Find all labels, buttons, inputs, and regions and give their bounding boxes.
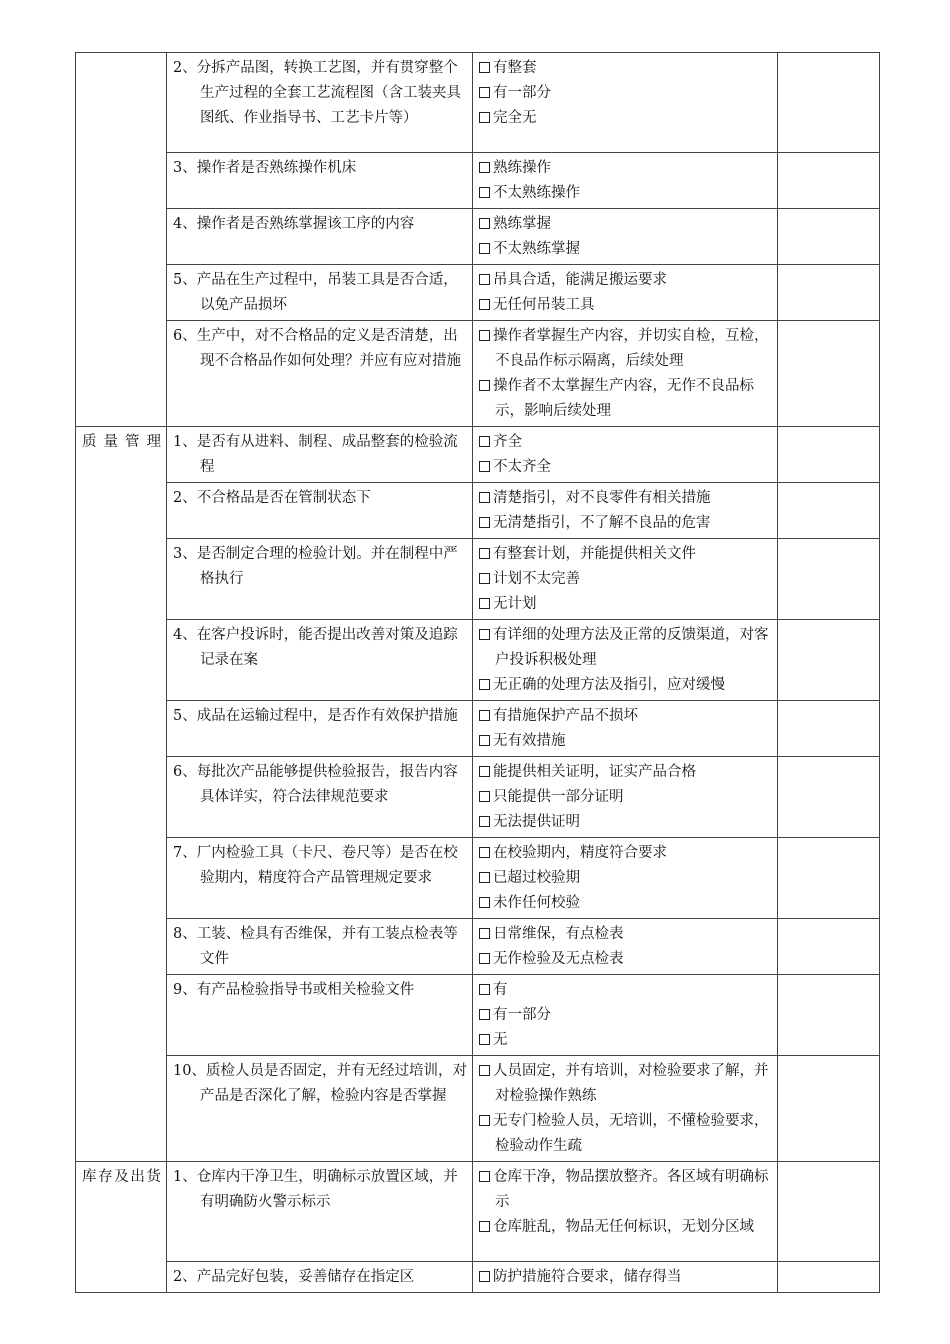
checkbox-option[interactable] bbox=[479, 810, 772, 835]
checkbox-option[interactable] bbox=[479, 592, 772, 617]
checkbox-option[interactable] bbox=[479, 1059, 772, 1109]
table-row bbox=[76, 153, 880, 209]
options-cell bbox=[473, 539, 778, 620]
checkbox-icon[interactable] bbox=[479, 847, 490, 858]
option-label: 无法提供证明 bbox=[493, 814, 580, 830]
checkbox-icon[interactable] bbox=[479, 218, 490, 229]
checkbox-option[interactable] bbox=[479, 324, 772, 374]
audit-item-cell bbox=[167, 539, 473, 620]
checkbox-icon[interactable] bbox=[479, 274, 490, 285]
option-label: 有整套 bbox=[493, 60, 537, 76]
checkbox-option[interactable] bbox=[479, 212, 772, 237]
remarks-cell[interactable] bbox=[778, 620, 880, 701]
checkbox-option[interactable] bbox=[479, 704, 772, 729]
option-label: 计划不太完善 bbox=[493, 571, 580, 587]
table-row bbox=[76, 483, 880, 539]
remarks-cell[interactable] bbox=[778, 701, 880, 757]
checkbox-option[interactable] bbox=[479, 106, 772, 131]
checkbox-icon[interactable] bbox=[479, 629, 490, 640]
options-cell bbox=[473, 1262, 778, 1293]
option-label: 无清楚指引，不了解不良品的危害 bbox=[493, 515, 711, 531]
remarks-cell[interactable] bbox=[778, 1056, 880, 1162]
options-cell bbox=[473, 153, 778, 209]
option-label: 清楚指引，对不良零件有相关措施 bbox=[493, 490, 711, 506]
checkbox-option[interactable] bbox=[479, 81, 772, 106]
checkbox-icon[interactable] bbox=[479, 1065, 490, 1076]
remarks-cell[interactable] bbox=[778, 1262, 880, 1293]
option-label: 不太熟练操作 bbox=[493, 185, 580, 201]
table-row bbox=[76, 1262, 880, 1293]
options-cell bbox=[473, 975, 778, 1056]
table-row bbox=[76, 919, 880, 975]
audit-item-cell bbox=[167, 265, 473, 321]
checkbox-option[interactable] bbox=[479, 455, 772, 480]
option-label: 已超过校验期 bbox=[493, 870, 580, 886]
checkbox-option[interactable] bbox=[479, 567, 772, 592]
checkbox-icon[interactable] bbox=[479, 679, 490, 690]
audit-item-cell bbox=[167, 209, 473, 265]
option-label: 不太齐全 bbox=[493, 459, 551, 475]
table-row bbox=[76, 620, 880, 701]
table-row bbox=[76, 701, 880, 757]
checkbox-icon[interactable] bbox=[479, 872, 490, 883]
option-label: 日常维保，有点检表 bbox=[493, 926, 624, 942]
audit-item-cell bbox=[167, 1056, 473, 1162]
audit-item-cell bbox=[167, 620, 473, 701]
checkbox-icon[interactable] bbox=[479, 112, 490, 123]
checkbox-icon[interactable] bbox=[479, 162, 490, 173]
checkbox-option[interactable] bbox=[479, 623, 772, 673]
checkbox-option[interactable] bbox=[479, 542, 772, 567]
options-cell bbox=[473, 919, 778, 975]
audit-item-cell bbox=[167, 427, 473, 483]
option-label: 不太熟练掌握 bbox=[493, 241, 580, 257]
audit-item-text: 4、在客户投诉时，能否提出改善对策及追踪记录在案 bbox=[173, 627, 458, 668]
checkbox-icon[interactable] bbox=[479, 380, 490, 391]
audit-item-text: 6、生产中，对不合格品的定义是否清楚，出现不合格品作如何处理？并应有应对措施 bbox=[173, 328, 461, 369]
checkbox-icon[interactable] bbox=[479, 1221, 490, 1232]
category-cell bbox=[76, 53, 167, 427]
options-cell bbox=[473, 838, 778, 919]
options-cell bbox=[473, 265, 778, 321]
checkbox-icon[interactable] bbox=[479, 573, 490, 584]
option-label: 有 bbox=[493, 982, 508, 998]
checkbox-option[interactable] bbox=[479, 978, 772, 1003]
checkbox-icon[interactable] bbox=[479, 87, 490, 98]
audit-item-text: 5、产品在生产过程中，吊装工具是否合适，以免产品损坏 bbox=[173, 272, 458, 313]
remarks-cell[interactable] bbox=[778, 919, 880, 975]
audit-item-text: 10、质检人员是否固定，并有无经过培训，对产品是否深化了解，检验内容是否掌握 bbox=[173, 1063, 467, 1104]
checkbox-option[interactable] bbox=[479, 181, 772, 206]
checkbox-icon[interactable] bbox=[479, 735, 490, 746]
checkbox-option[interactable] bbox=[479, 268, 772, 293]
checkbox-option[interactable] bbox=[479, 947, 772, 972]
checkbox-icon[interactable] bbox=[479, 953, 490, 964]
checkbox-option[interactable] bbox=[479, 56, 772, 81]
option-label: 无 bbox=[493, 1032, 508, 1048]
option-label: 仓库干净，物品摆放整齐。各区域有明确标示 bbox=[493, 1169, 769, 1210]
audit-item-cell bbox=[167, 53, 473, 153]
checkbox-option[interactable] bbox=[479, 1109, 772, 1159]
checkbox-option[interactable] bbox=[479, 1028, 772, 1053]
checkbox-icon[interactable] bbox=[479, 984, 490, 995]
audit-item-cell bbox=[167, 483, 473, 539]
option-label: 有一部分 bbox=[493, 1007, 551, 1023]
checkbox-icon[interactable] bbox=[479, 330, 490, 341]
checkbox-icon[interactable] bbox=[479, 791, 490, 802]
audit-item-cell bbox=[167, 321, 473, 427]
checkbox-icon[interactable] bbox=[479, 299, 490, 310]
table-row bbox=[76, 539, 880, 620]
checkbox-icon[interactable] bbox=[479, 436, 490, 447]
table-row bbox=[76, 209, 880, 265]
checkbox-option[interactable] bbox=[479, 156, 772, 181]
audit-item-cell bbox=[167, 701, 473, 757]
audit-item-cell bbox=[167, 1262, 473, 1293]
option-label: 人员固定，并有培训，对检验要求了解，并对检验操作熟练 bbox=[493, 1063, 769, 1104]
checkbox-icon[interactable] bbox=[479, 461, 490, 472]
remarks-cell[interactable] bbox=[778, 838, 880, 919]
remarks-cell[interactable] bbox=[778, 427, 880, 483]
option-label: 防护措施符合要求，储存得当 bbox=[493, 1269, 682, 1285]
audit-item-text: 2、产品完好包装，妥善储存在指定区 bbox=[173, 1269, 415, 1285]
checkbox-icon[interactable] bbox=[479, 1115, 490, 1126]
audit-item-text: 3、操作者是否熟练操作机床 bbox=[173, 160, 357, 176]
audit-item-text: 1、是否有从进料、制程、成品整套的检验流程 bbox=[173, 434, 458, 475]
audit-item-text: 4、操作者是否熟练掌握该工序的内容 bbox=[173, 216, 415, 232]
options-cell bbox=[473, 427, 778, 483]
category-cell: 质量管理 bbox=[76, 427, 167, 1162]
table-row bbox=[76, 321, 880, 427]
checkbox-option[interactable] bbox=[479, 293, 772, 318]
checkbox-icon[interactable] bbox=[479, 62, 490, 73]
audit-item-cell bbox=[167, 975, 473, 1056]
table-row bbox=[76, 53, 880, 153]
checkbox-icon[interactable] bbox=[479, 598, 490, 609]
audit-item-cell bbox=[167, 919, 473, 975]
option-label: 无有效措施 bbox=[493, 733, 566, 749]
checkbox-option[interactable] bbox=[479, 1003, 772, 1028]
remarks-cell[interactable] bbox=[778, 153, 880, 209]
audit-item-text: 2、不合格品是否在管制状态下 bbox=[173, 490, 371, 506]
audit-item-text: 2、分拆产品图，转换工艺图，并有贯穿整个生产过程的全套工艺流程图（含工装夹具图纸、作业指导书、工艺卡片等） bbox=[173, 60, 461, 126]
audit-item-cell bbox=[167, 153, 473, 209]
category-cell: 库存及出货 bbox=[76, 1162, 167, 1293]
checkbox-option[interactable] bbox=[479, 760, 772, 785]
checkbox-option[interactable] bbox=[479, 785, 772, 810]
checkbox-icon[interactable] bbox=[479, 1034, 490, 1045]
option-label: 仓库脏乱，物品无任何标识，无划分区域 bbox=[493, 1219, 754, 1235]
option-label: 吊具合适，能满足搬运要求 bbox=[493, 272, 667, 288]
table-row bbox=[76, 975, 880, 1056]
options-cell bbox=[473, 483, 778, 539]
option-label: 熟练操作 bbox=[493, 160, 551, 176]
options-cell bbox=[473, 209, 778, 265]
checkbox-option[interactable] bbox=[479, 729, 772, 754]
option-label: 齐全 bbox=[493, 434, 522, 450]
checkbox-icon[interactable] bbox=[479, 548, 490, 559]
option-label: 有整套计划，并能提供相关文件 bbox=[493, 546, 696, 562]
checkbox-icon[interactable] bbox=[479, 243, 490, 254]
option-label: 无任何吊装工具 bbox=[493, 297, 595, 313]
checkbox-option[interactable] bbox=[479, 922, 772, 947]
remarks-cell[interactable] bbox=[778, 209, 880, 265]
option-label: 操作者不太掌握生产内容，无作不良品标示，影响后续处理 bbox=[493, 378, 754, 419]
audit-item-cell bbox=[167, 838, 473, 919]
checkbox-icon[interactable] bbox=[479, 897, 490, 908]
table-row bbox=[76, 1162, 880, 1262]
table-row bbox=[76, 427, 880, 483]
option-label: 完全无 bbox=[493, 110, 537, 126]
remarks-cell[interactable] bbox=[778, 53, 880, 153]
option-label: 操作者掌握生产内容，并切实自检，互检，不良品作标示隔离，后续处理 bbox=[493, 328, 769, 369]
audit-item-text: 8、工装、检具有否维保，并有工装点检表等文件 bbox=[173, 926, 458, 967]
remarks-cell[interactable] bbox=[778, 265, 880, 321]
remarks-cell[interactable] bbox=[778, 539, 880, 620]
remarks-cell[interactable] bbox=[778, 757, 880, 838]
option-label: 无正确的处理方法及指引，应对缓慢 bbox=[493, 677, 725, 693]
checkbox-option[interactable] bbox=[479, 237, 772, 262]
checkbox-option[interactable] bbox=[479, 1265, 772, 1290]
audit-item-text: 3、是否制定合理的检验计划。并在制程中严格执行 bbox=[173, 546, 458, 587]
checkbox-icon[interactable] bbox=[479, 492, 490, 503]
options-cell bbox=[473, 1162, 778, 1262]
options-cell bbox=[473, 53, 778, 153]
checkbox-option[interactable] bbox=[479, 891, 772, 916]
remarks-cell[interactable] bbox=[778, 483, 880, 539]
options-cell bbox=[473, 757, 778, 838]
audit-item-cell bbox=[167, 1162, 473, 1262]
checkbox-icon[interactable] bbox=[479, 928, 490, 939]
audit-item-text: 7、厂内检验工具（卡尺、卷尺等）是否在校验期内，精度符合产品管理规定要求 bbox=[173, 845, 458, 886]
table-row bbox=[76, 838, 880, 919]
checkbox-icon[interactable] bbox=[479, 1171, 490, 1182]
supplier-audit-table bbox=[75, 52, 880, 1293]
audit-item-text: 1、仓库内干净卫生，明确标示放置区域，并有明确防火警示标示 bbox=[173, 1169, 458, 1210]
checkbox-option[interactable] bbox=[479, 1165, 772, 1215]
audit-item-text: 6、每批次产品能够提供检验报告，报告内容具体详实，符合法律规范要求 bbox=[173, 764, 458, 805]
checkbox-option[interactable] bbox=[479, 430, 772, 455]
audit-item-cell bbox=[167, 757, 473, 838]
option-label: 能提供相关证明，证实产品合格 bbox=[493, 764, 696, 780]
checkbox-icon[interactable] bbox=[479, 816, 490, 827]
checkbox-icon[interactable] bbox=[479, 710, 490, 721]
option-label: 在校验期内，精度符合要求 bbox=[493, 845, 667, 861]
options-cell bbox=[473, 701, 778, 757]
checkbox-icon[interactable] bbox=[479, 1271, 490, 1282]
options-cell bbox=[473, 321, 778, 427]
checkbox-option[interactable] bbox=[479, 486, 772, 511]
option-label: 有详细的处理方法及正常的反馈渠道，对客户投诉积极处理 bbox=[493, 627, 769, 668]
checkbox-option[interactable] bbox=[479, 866, 772, 891]
option-label: 有措施保护产品不损坏 bbox=[493, 708, 638, 724]
checkbox-icon[interactable] bbox=[479, 517, 490, 528]
option-label: 无计划 bbox=[493, 596, 537, 612]
option-label: 无专门检验人员，无培训，不懂检验要求，检验动作生疏 bbox=[493, 1113, 769, 1154]
checkbox-option[interactable] bbox=[479, 673, 772, 698]
audit-item-text: 9、有产品检验指导书或相关检验文件 bbox=[173, 982, 415, 998]
checkbox-icon[interactable] bbox=[479, 187, 490, 198]
table-row bbox=[76, 757, 880, 838]
checkbox-icon[interactable] bbox=[479, 766, 490, 777]
table-row bbox=[76, 265, 880, 321]
option-label: 未作任何校验 bbox=[493, 895, 580, 911]
remarks-cell[interactable] bbox=[778, 975, 880, 1056]
table-row bbox=[76, 1056, 880, 1162]
checkbox-option[interactable] bbox=[479, 374, 772, 424]
option-label: 熟练掌握 bbox=[493, 216, 551, 232]
option-label: 无作检验及无点检表 bbox=[493, 951, 624, 967]
option-label: 有一部分 bbox=[493, 85, 551, 101]
options-cell bbox=[473, 1056, 778, 1162]
audit-table-body bbox=[76, 53, 880, 1293]
checkbox-option[interactable] bbox=[479, 841, 772, 866]
option-label: 只能提供一部分证明 bbox=[493, 789, 624, 805]
checkbox-icon[interactable] bbox=[479, 1009, 490, 1020]
remarks-cell[interactable] bbox=[778, 321, 880, 427]
options-cell bbox=[473, 620, 778, 701]
checkbox-option[interactable] bbox=[479, 511, 772, 536]
remarks-cell[interactable] bbox=[778, 1162, 880, 1262]
checkbox-option[interactable] bbox=[479, 1215, 772, 1240]
audit-item-text: 5、成品在运输过程中，是否作有效保护措施 bbox=[173, 708, 458, 724]
